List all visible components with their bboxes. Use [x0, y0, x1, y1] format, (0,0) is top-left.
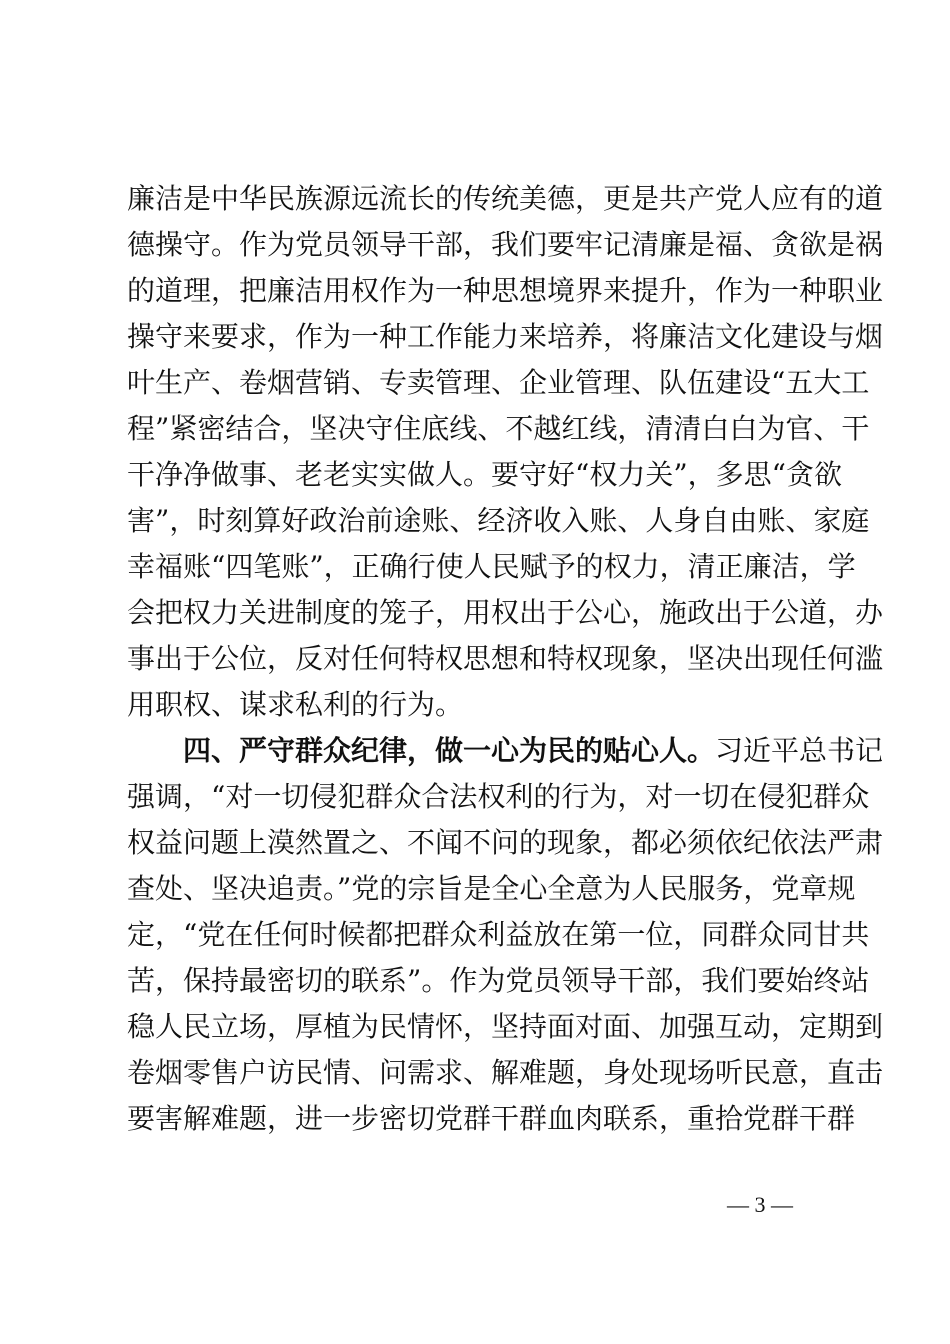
paragraph-line: 会把权力关进制度的笼子，用权出于公心，施政出于公道，办 [127, 596, 884, 629]
paragraph-line: 强调，“对一切侵犯群众合法权利的行为，对一切在侵犯群众 [127, 780, 870, 813]
section-first-line-text: 习近平总书记 [715, 734, 884, 767]
paragraph-line: 卷烟零售户访民情、问需求、解难题，身处现场听民意，直击 [127, 1056, 884, 1089]
section-heading-line [183, 731, 884, 771]
paragraph-line: 事出于公位，反对任何特权思想和特权现象，坚决出现任何滥 [127, 642, 884, 675]
paragraph-line: 害”，时刻算好政治前途账、经济收入账、人身自由账、家庭 [127, 504, 870, 537]
paragraph-line: 要害解难题，进一步密切党群干群血肉联系，重拾党群干群 [127, 1102, 856, 1135]
paragraph-line: 幸福账“四笔账”，正确行使人民赋予的权力，清正廉洁，学 [127, 550, 856, 583]
paragraph-line: 干净净做事、老老实实做人。要守好“权力关”，多思“贪欲 [127, 458, 842, 491]
paragraph-line: 程”紧密结合，坚决守住底线、不越红线，清清白白为官、干 [127, 412, 870, 445]
paragraph-line: 定，“党在任何时候都把群众利益放在第一位，同群众同甘共 [127, 918, 870, 951]
paragraph-line: 苦，保持最密切的联系”。作为党员领导干部，我们要始终站 [127, 964, 870, 997]
section-heading: 四、严守群众纪律，做一心为民的贴心人。 [183, 734, 716, 767]
paragraph-line: 叶生产、卷烟营销、专卖管理、企业管理、队伍建设“五大工 [127, 366, 870, 399]
paragraph-line: 查处、坚决追责。”党的宗旨是全心全意为人民服务，党章规 [127, 872, 856, 905]
page-number: — 3 — [727, 1192, 793, 1217]
paragraph-line: 的道理，把廉洁用权作为一种思想境界来提升，作为一种职业 [127, 274, 884, 307]
paragraph-line: 用职权、谋求私利的行为。 [127, 688, 464, 721]
paragraph-line: 德操守。作为党员领导干部，我们要牢记清廉是福、贪欲是祸 [127, 228, 884, 261]
paragraph-line: 权益问题上漠然置之、不闻不问的现象，都必须依纪依法严肃 [127, 826, 884, 859]
paragraph-line: 操守来要求，作为一种工作能力来培养，将廉洁文化建设与烟 [127, 320, 884, 353]
paragraph-line: 廉洁是中华民族源远流长的传统美德，更是共产党人应有的道 [127, 182, 884, 215]
paragraph-line: 稳人民立场，厚植为民情怀，坚持面对面、加强互动，定期到 [127, 1010, 884, 1043]
